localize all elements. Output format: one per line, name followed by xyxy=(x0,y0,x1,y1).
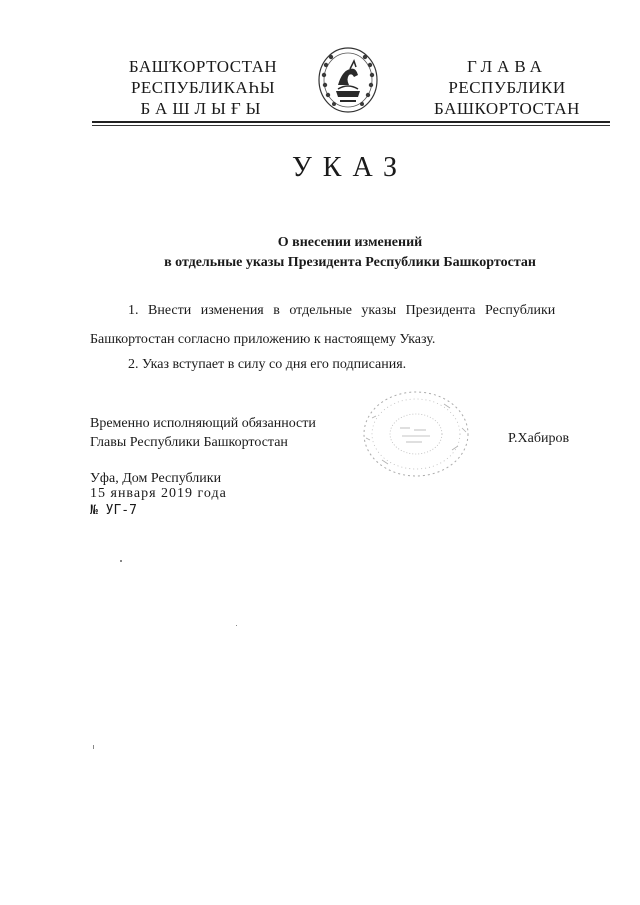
issue-place: Уфа, Дом Республики xyxy=(90,471,222,486)
header-right-line: БАШКОРТОСТАН xyxy=(434,99,580,118)
header-right xyxy=(412,56,602,119)
coat-of-arms-icon xyxy=(316,45,380,115)
header-divider-thin xyxy=(92,125,610,126)
header-left-line: БАШҠОРТОСТАН xyxy=(128,57,278,76)
header-right-line: ГЛАВА xyxy=(467,57,547,76)
subject-line: О внесении изменений xyxy=(277,235,423,250)
scan-speck xyxy=(93,745,94,749)
decree-item-2: 2. Указ вступает в силу со дня его подписания. xyxy=(128,357,407,372)
scan-speck xyxy=(120,560,122,562)
decree-number: № УГ-7 xyxy=(90,503,137,518)
subject-line: в отдельные указы Президента Республики Башкортостан xyxy=(164,255,536,270)
document-title: УКАЗ xyxy=(291,152,409,183)
position-line: Главы Республики Башкортостан xyxy=(90,435,288,450)
header-left-line: БАШЛЫҒЫ xyxy=(140,99,266,118)
issue-date: 15 января 2019 года xyxy=(90,486,227,501)
signer-name: Р.Хабиров xyxy=(508,431,570,446)
decree-item-1 xyxy=(90,300,602,350)
signatory-position xyxy=(90,414,370,452)
header-divider-thick xyxy=(92,121,610,123)
item1-line: 1. Внести изменения в отдельные указы Президента Республики xyxy=(128,303,556,318)
header-left xyxy=(108,56,298,119)
decree-subject xyxy=(90,233,610,273)
header-left-line: РЕСПУБЛИКАҺЫ xyxy=(130,78,276,97)
position-line: Временно исполняющий обязанности xyxy=(90,416,316,431)
header-right-line: РЕСПУБЛИКИ xyxy=(448,78,566,97)
item1-line: Башкортостан согласно приложению к настоящему Указу. xyxy=(90,332,436,347)
official-seal-icon xyxy=(352,388,478,480)
scan-speck xyxy=(236,625,237,626)
